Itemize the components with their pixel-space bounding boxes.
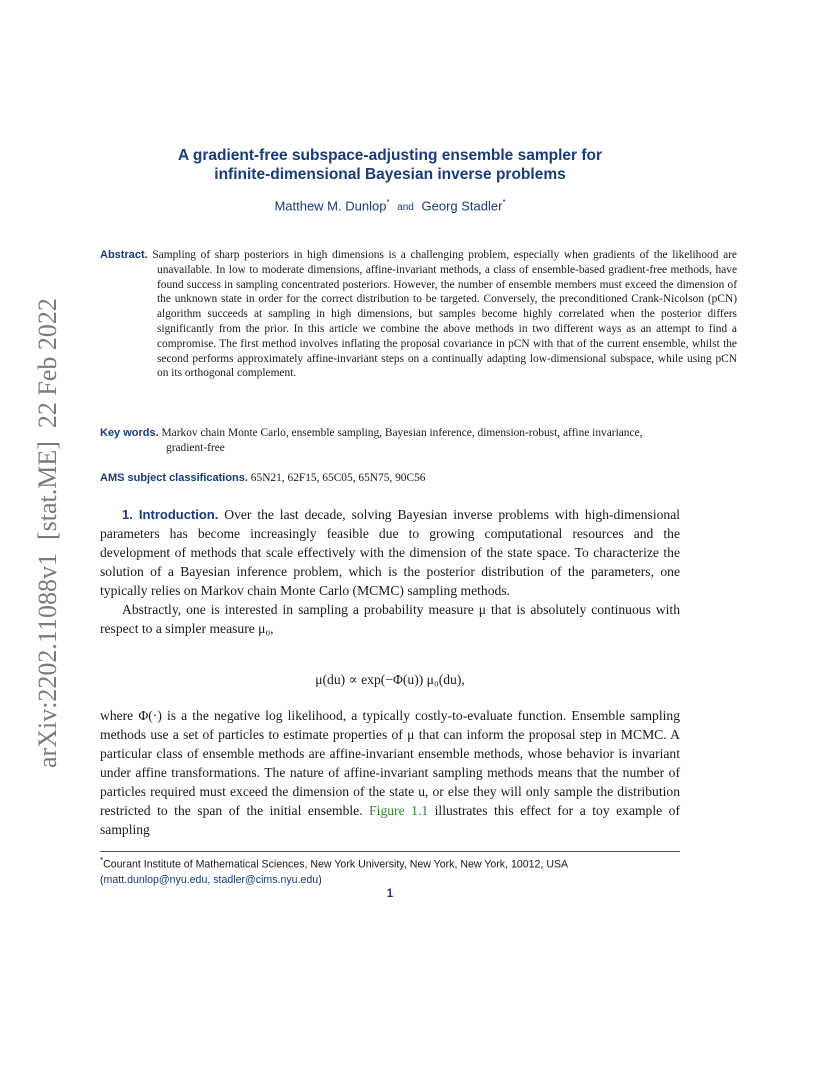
arxiv-identifier-stamp[interactable] — [8, 280, 78, 780]
author-conjunction: and — [397, 202, 414, 214]
display-equation: μ(du) ∝ exp(−Φ(u)) μ₀(du), — [315, 672, 465, 687]
title-line-2: infinite-dimensional Bayesian inverse problems — [214, 166, 566, 183]
intro-paragraph-3 — [100, 706, 680, 839]
paper-title — [100, 146, 680, 184]
abstract-text: Sampling of sharp posteriors in high dimensions is a challenging problem, especially when gradients of the likelihood are unavailable. In low to moderate dimensions, affine-invariant methods, a class of ensemble-based gradient-free methods, have found success in sampling concentrated posteriors. However, the number of ensemble members must exceed the dimension of the unknown state in order for the correct distribution to be targeted. Conversely, the preconditioned Crank-Nicolson (pCN) algorithm succeeds at sampling in high dimensions, but samples become highly correlated when the posterior differs significantly from the prior. In this article we combine the above methods in two different ways as an attempt to find a compromise. The first method involves inflating the proposal covariance in pCN with that of the current ensemble, whilst the second performs approximately affine-invariant steps on a continually adapting low-dimensional subspace, while using pCN on its orthogonal complement. — [152, 249, 737, 380]
ams-classifications — [100, 471, 680, 486]
keywords-label: Key words. — [100, 427, 159, 439]
author-name-1: Matthew M. Dunlop — [274, 198, 387, 214]
footnote-open-paren: ( — [100, 873, 104, 886]
arxiv-stamp-text: arXiv:2202.11088v1 [stat.ME] 22 Feb 2022 — [33, 298, 62, 768]
section-heading: 1. Introduction. — [122, 507, 219, 522]
figure-reference-link[interactable]: Figure 1.1 — [369, 803, 429, 818]
ams-label: AMS subject classifications. — [100, 472, 248, 484]
footnote-mark: * — [100, 856, 104, 865]
abstract-label: Abstract. — [100, 249, 148, 261]
footnote — [100, 853, 680, 888]
page-number: 1 — [386, 888, 394, 900]
intro-paragraph-1 — [100, 505, 680, 600]
author-name-2: Georg Stadler — [421, 198, 503, 214]
footnote-affiliation: Courant Institute of Mathematical Sciences, New York University, New York, New York, 10012, USA — [103, 858, 569, 871]
footnote-email-links[interactable]: matt.dunlop@nyu.edu, stadler@cims.nyu.edu — [103, 873, 319, 886]
author-footnote-mark-2[interactable]: * — [502, 198, 506, 207]
intro-paragraph-3-text: where Φ(·) is a the negative log likelihood, a typically costly-to-evaluate function. Ensemble sampling methods use a set of particles to estimate properties of μ that can inform the proposal step in MCMC. A particular class of ensemble methods are affine-invariant ensemble methods, whose behavior is invariant under affine transformations. The nature of affine-invariant sampling methods means that the number of particles required must exceed the dimension of the state u, or else they will only sample the distribution restricted to the span of the initial ensemble. — [100, 708, 680, 818]
footnote-close-paren: ) — [318, 873, 322, 886]
ams-text: 65N21, 62F15, 65C05, 65N75, 90C56 — [250, 472, 426, 484]
keywords — [100, 426, 680, 456]
author-footnote-mark-1[interactable]: * — [386, 198, 390, 207]
introduction-section — [100, 505, 680, 638]
keywords-text: Markov chain Monte Carlo, ensemble sampling, Bayesian inference, dimension-robust, affine invariance, gradient-free — [161, 427, 643, 454]
abstract — [100, 248, 737, 381]
author-list — [100, 198, 680, 213]
intro-continuation — [100, 706, 680, 839]
intro-paragraph-2: Abstractly, one is interested in sampling a probability measure μ that is absolutely continuous with respect to a simpler measure μ₀, — [100, 602, 680, 636]
footnote-divider — [100, 851, 680, 852]
intro-paragraph-1-text: Over the last decade, solving Bayesian inverse problems with high-dimensional parameters has become increasingly feasible due to growing computational resources and the development of methods that scale effectively with the dimension of the state space. To characterize the solution of a Bayesian inference problem, which is the posterior distribution of the parameters, one typically relies on Markov chain Monte Carlo (MCMC) sampling methods. — [100, 507, 680, 598]
title-line-1: A gradient-free subspace-adjusting ensemble sampler for — [177, 147, 603, 164]
intro-paragraph-3-end: illustrates this effect for a toy example of sampling — [100, 803, 680, 837]
